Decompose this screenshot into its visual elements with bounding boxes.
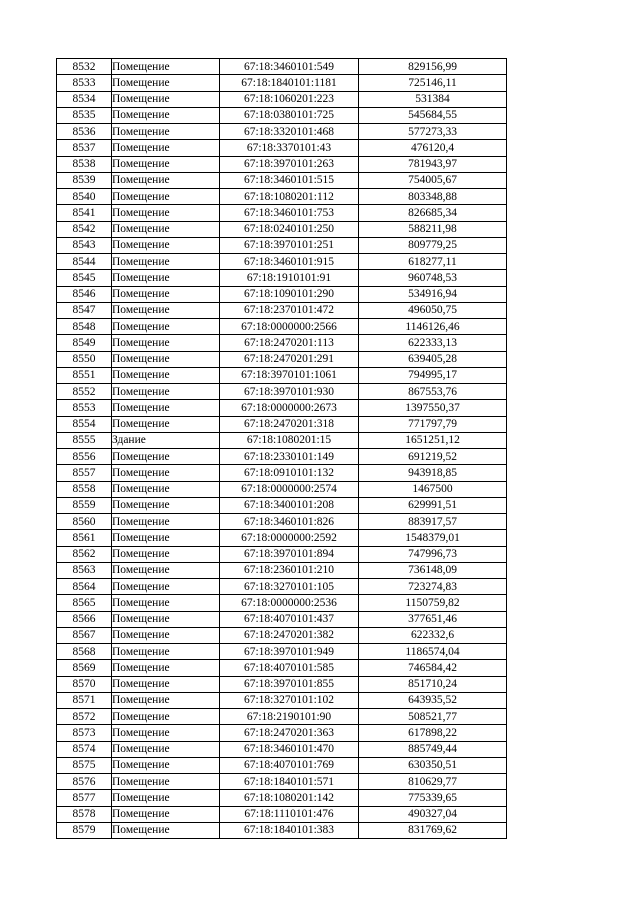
value-cell: 1186574,04 — [359, 644, 507, 660]
value-cell: 851710,24 — [359, 676, 507, 692]
cadastral-number-cell: 67:18:1060201:223 — [220, 91, 359, 107]
object-type-cell: Помещение — [112, 221, 220, 237]
table-row — [57, 254, 507, 270]
object-type-cell: Помещение — [112, 481, 220, 497]
row-number-cell: 8541 — [57, 205, 112, 221]
table-row — [57, 497, 507, 513]
value-cell: 746584,42 — [359, 660, 507, 676]
table-row — [57, 172, 507, 188]
row-number-cell: 8556 — [57, 449, 112, 465]
object-type-cell: Помещение — [112, 59, 220, 75]
cadastral-number-cell: 67:18:1840101:571 — [220, 774, 359, 790]
row-number-cell: 8535 — [57, 107, 112, 123]
value-cell: 883917,57 — [359, 514, 507, 530]
object-type-cell: Помещение — [112, 124, 220, 140]
row-number-cell: 8561 — [57, 530, 112, 546]
value-cell: 771797,79 — [359, 416, 507, 432]
value-cell: 629991,51 — [359, 497, 507, 513]
table-row — [57, 237, 507, 253]
table-row — [57, 124, 507, 140]
value-cell: 1397550,37 — [359, 400, 507, 416]
table-row — [57, 692, 507, 708]
object-type-cell: Помещение — [112, 806, 220, 822]
object-type-cell: Помещение — [112, 75, 220, 91]
value-cell: 810629,77 — [359, 774, 507, 790]
table-row — [57, 465, 507, 481]
object-type-cell: Помещение — [112, 319, 220, 335]
cadastral-number-cell: 67:18:3460101:470 — [220, 741, 359, 757]
object-type-cell: Помещение — [112, 367, 220, 383]
object-type-cell: Помещение — [112, 562, 220, 578]
object-type-cell: Помещение — [112, 530, 220, 546]
table-row — [57, 384, 507, 400]
object-type-cell: Здание — [112, 432, 220, 448]
value-cell: 617898,22 — [359, 725, 507, 741]
value-cell: 476120,4 — [359, 140, 507, 156]
table-row — [57, 725, 507, 741]
cadastral-number-cell: 67:18:0240101:250 — [220, 221, 359, 237]
object-type-cell: Помещение — [112, 140, 220, 156]
cadastral-number-cell: 67:18:0380101:725 — [220, 107, 359, 123]
table-row — [57, 59, 507, 75]
value-cell: 1548379,01 — [359, 530, 507, 546]
object-type-cell: Помещение — [112, 205, 220, 221]
cadastral-number-cell: 67:18:0000000:2536 — [220, 595, 359, 611]
object-type-cell: Помещение — [112, 384, 220, 400]
table-row — [57, 481, 507, 497]
object-type-cell: Помещение — [112, 660, 220, 676]
table-row — [57, 75, 507, 91]
row-number-cell: 8555 — [57, 432, 112, 448]
row-number-cell: 8558 — [57, 481, 112, 497]
table-body — [57, 59, 507, 839]
object-type-cell: Помещение — [112, 465, 220, 481]
object-type-cell: Помещение — [112, 335, 220, 351]
cadastral-number-cell: 67:18:3400101:208 — [220, 497, 359, 513]
table-row — [57, 319, 507, 335]
value-cell: 781943,97 — [359, 156, 507, 172]
object-type-cell: Помещение — [112, 497, 220, 513]
row-number-cell: 8552 — [57, 384, 112, 400]
table-row — [57, 660, 507, 676]
table-row — [57, 449, 507, 465]
table-row — [57, 806, 507, 822]
value-cell: 809779,25 — [359, 237, 507, 253]
object-type-cell: Помещение — [112, 416, 220, 432]
object-type-cell: Помещение — [112, 270, 220, 286]
value-cell: 885749,44 — [359, 741, 507, 757]
cadastral-number-cell: 67:18:0000000:2574 — [220, 481, 359, 497]
table-row — [57, 221, 507, 237]
table-row — [57, 91, 507, 107]
cadastral-number-cell: 67:18:3460101:515 — [220, 172, 359, 188]
value-cell: 545684,55 — [359, 107, 507, 123]
row-number-cell: 8573 — [57, 725, 112, 741]
row-number-cell: 8534 — [57, 91, 112, 107]
cadastral-number-cell: 67:18:3460101:915 — [220, 254, 359, 270]
value-cell: 588211,98 — [359, 221, 507, 237]
row-number-cell: 8548 — [57, 319, 112, 335]
table-row — [57, 579, 507, 595]
table-row — [57, 546, 507, 562]
table-row — [57, 595, 507, 611]
value-cell: 490327,04 — [359, 806, 507, 822]
cadastral-number-cell: 67:18:1840101:1181 — [220, 75, 359, 91]
row-number-cell: 8562 — [57, 546, 112, 562]
row-number-cell: 8538 — [57, 156, 112, 172]
cadastral-number-cell: 67:18:2470201:113 — [220, 335, 359, 351]
table-row — [57, 644, 507, 660]
value-cell: 747996,73 — [359, 546, 507, 562]
table-row — [57, 611, 507, 627]
cadastral-number-cell: 67:18:1110101:476 — [220, 806, 359, 822]
value-cell: 643935,52 — [359, 692, 507, 708]
table-row — [57, 140, 507, 156]
value-cell: 639405,28 — [359, 351, 507, 367]
table-row — [57, 286, 507, 302]
row-number-cell: 8532 — [57, 59, 112, 75]
object-type-cell: Помещение — [112, 91, 220, 107]
object-type-cell: Помещение — [112, 741, 220, 757]
table-row — [57, 757, 507, 773]
row-number-cell: 8568 — [57, 644, 112, 660]
row-number-cell: 8559 — [57, 497, 112, 513]
cadastral-number-cell: 67:18:0000000:2673 — [220, 400, 359, 416]
table-row — [57, 189, 507, 205]
value-cell: 1467500 — [359, 481, 507, 497]
cadastral-number-cell: 67:18:1090101:290 — [220, 286, 359, 302]
object-type-cell: Помещение — [112, 237, 220, 253]
table-row — [57, 432, 507, 448]
table-row — [57, 627, 507, 643]
object-type-cell: Помещение — [112, 725, 220, 741]
value-cell: 496050,75 — [359, 302, 507, 318]
cadastral-number-cell: 67:18:2470201:363 — [220, 725, 359, 741]
object-type-cell: Помещение — [112, 627, 220, 643]
table-row — [57, 562, 507, 578]
object-type-cell: Помещение — [112, 644, 220, 660]
value-cell: 725146,11 — [359, 75, 507, 91]
cadastral-number-cell: 67:18:2190101:90 — [220, 709, 359, 725]
value-cell: 826685,34 — [359, 205, 507, 221]
table-row — [57, 709, 507, 725]
table-row — [57, 302, 507, 318]
row-number-cell: 8540 — [57, 189, 112, 205]
cadastral-number-cell: 67:18:0000000:2592 — [220, 530, 359, 546]
table-row — [57, 741, 507, 757]
object-type-cell: Помещение — [112, 514, 220, 530]
row-number-cell: 8550 — [57, 351, 112, 367]
value-cell: 794995,17 — [359, 367, 507, 383]
cadastral-number-cell: 67:18:3970101:1061 — [220, 367, 359, 383]
value-cell: 1651251,12 — [359, 432, 507, 448]
row-number-cell: 8577 — [57, 790, 112, 806]
row-number-cell: 8563 — [57, 562, 112, 578]
object-type-cell: Помещение — [112, 400, 220, 416]
cadastral-number-cell: 67:18:1910101:91 — [220, 270, 359, 286]
cadastral-number-cell: 67:18:3460101:549 — [220, 59, 359, 75]
row-number-cell: 8578 — [57, 806, 112, 822]
table-row — [57, 107, 507, 123]
row-number-cell: 8533 — [57, 75, 112, 91]
cadastral-number-cell: 67:18:1080201:15 — [220, 432, 359, 448]
object-type-cell: Помещение — [112, 692, 220, 708]
object-type-cell: Помещение — [112, 595, 220, 611]
value-cell: 754005,67 — [359, 172, 507, 188]
cadastral-number-cell: 67:18:3970101:263 — [220, 156, 359, 172]
table-row — [57, 270, 507, 286]
table-row — [57, 156, 507, 172]
cadastral-number-cell: 67:18:3370101:43 — [220, 140, 359, 156]
cadastral-number-cell: 67:18:3320101:468 — [220, 124, 359, 140]
value-cell: 531384 — [359, 91, 507, 107]
row-number-cell: 8546 — [57, 286, 112, 302]
cadastral-number-cell: 67:18:2330101:149 — [220, 449, 359, 465]
row-number-cell: 8574 — [57, 741, 112, 757]
table-row — [57, 205, 507, 221]
object-type-cell: Помещение — [112, 286, 220, 302]
cadastral-number-cell: 67:18:1080201:112 — [220, 189, 359, 205]
cadastral-number-cell: 67:18:2470201:291 — [220, 351, 359, 367]
table-row — [57, 416, 507, 432]
value-cell: 508521,77 — [359, 709, 507, 725]
table-row — [57, 514, 507, 530]
object-type-cell: Помещение — [112, 254, 220, 270]
row-number-cell: 8560 — [57, 514, 112, 530]
value-cell: 831769,62 — [359, 822, 507, 838]
data-table — [56, 58, 507, 839]
cadastral-number-cell: 67:18:2370101:472 — [220, 302, 359, 318]
cadastral-number-cell: 67:18:3270101:102 — [220, 692, 359, 708]
row-number-cell: 8536 — [57, 124, 112, 140]
row-number-cell: 8539 — [57, 172, 112, 188]
row-number-cell: 8571 — [57, 692, 112, 708]
cadastral-number-cell: 67:18:2470201:382 — [220, 627, 359, 643]
row-number-cell: 8557 — [57, 465, 112, 481]
row-number-cell: 8570 — [57, 676, 112, 692]
row-number-cell: 8543 — [57, 237, 112, 253]
value-cell: 377651,46 — [359, 611, 507, 627]
value-cell: 622333,13 — [359, 335, 507, 351]
value-cell: 622332,6 — [359, 627, 507, 643]
row-number-cell: 8554 — [57, 416, 112, 432]
value-cell: 1150759,82 — [359, 595, 507, 611]
value-cell: 775339,65 — [359, 790, 507, 806]
object-type-cell: Помещение — [112, 822, 220, 838]
value-cell: 829156,99 — [359, 59, 507, 75]
table-row — [57, 822, 507, 838]
row-number-cell: 8579 — [57, 822, 112, 838]
row-number-cell: 8576 — [57, 774, 112, 790]
table-row — [57, 367, 507, 383]
cadastral-number-cell: 67:18:4070101:769 — [220, 757, 359, 773]
table-row — [57, 790, 507, 806]
cadastral-number-cell: 67:18:3460101:753 — [220, 205, 359, 221]
cadastral-number-cell: 67:18:0910101:132 — [220, 465, 359, 481]
value-cell: 960748,53 — [359, 270, 507, 286]
row-number-cell: 8545 — [57, 270, 112, 286]
object-type-cell: Помещение — [112, 351, 220, 367]
object-type-cell: Помещение — [112, 449, 220, 465]
value-cell: 691219,52 — [359, 449, 507, 465]
object-type-cell: Помещение — [112, 302, 220, 318]
cadastral-number-cell: 67:18:3970101:894 — [220, 546, 359, 562]
row-number-cell: 8547 — [57, 302, 112, 318]
object-type-cell: Помещение — [112, 757, 220, 773]
cadastral-number-cell: 67:18:2470201:318 — [220, 416, 359, 432]
row-number-cell: 8567 — [57, 627, 112, 643]
table-row — [57, 774, 507, 790]
value-cell: 867553,76 — [359, 384, 507, 400]
row-number-cell: 8565 — [57, 595, 112, 611]
cadastral-number-cell: 67:18:3970101:949 — [220, 644, 359, 660]
value-cell: 723274,83 — [359, 579, 507, 595]
object-type-cell: Помещение — [112, 774, 220, 790]
object-type-cell: Помещение — [112, 579, 220, 595]
cadastral-number-cell: 67:18:0000000:2566 — [220, 319, 359, 335]
object-type-cell: Помещение — [112, 189, 220, 205]
row-number-cell: 8575 — [57, 757, 112, 773]
cadastral-number-cell: 67:18:1080201:142 — [220, 790, 359, 806]
row-number-cell: 8542 — [57, 221, 112, 237]
cadastral-number-cell: 67:18:1840101:383 — [220, 822, 359, 838]
table-row — [57, 676, 507, 692]
value-cell: 803348,88 — [359, 189, 507, 205]
table-row — [57, 351, 507, 367]
object-type-cell: Помещение — [112, 611, 220, 627]
row-number-cell: 8544 — [57, 254, 112, 270]
cadastral-number-cell: 67:18:3970101:930 — [220, 384, 359, 400]
row-number-cell: 8537 — [57, 140, 112, 156]
row-number-cell: 8553 — [57, 400, 112, 416]
cadastral-number-cell: 67:18:3460101:826 — [220, 514, 359, 530]
cadastral-number-cell: 67:18:4070101:585 — [220, 660, 359, 676]
row-number-cell: 8551 — [57, 367, 112, 383]
row-number-cell: 8549 — [57, 335, 112, 351]
object-type-cell: Помещение — [112, 156, 220, 172]
object-type-cell: Помещение — [112, 790, 220, 806]
cadastral-number-cell: 67:18:2360101:210 — [220, 562, 359, 578]
table-row — [57, 530, 507, 546]
value-cell: 618277,11 — [359, 254, 507, 270]
value-cell: 630350,51 — [359, 757, 507, 773]
object-type-cell: Помещение — [112, 709, 220, 725]
cadastral-number-cell: 67:18:3970101:855 — [220, 676, 359, 692]
object-type-cell: Помещение — [112, 676, 220, 692]
row-number-cell: 8566 — [57, 611, 112, 627]
row-number-cell: 8569 — [57, 660, 112, 676]
cadastral-number-cell: 67:18:4070101:437 — [220, 611, 359, 627]
object-type-cell: Помещение — [112, 107, 220, 123]
value-cell: 577273,33 — [359, 124, 507, 140]
row-number-cell: 8564 — [57, 579, 112, 595]
value-cell: 736148,09 — [359, 562, 507, 578]
object-type-cell: Помещение — [112, 546, 220, 562]
cadastral-number-cell: 67:18:3270101:105 — [220, 579, 359, 595]
value-cell: 1146126,46 — [359, 319, 507, 335]
value-cell: 534916,94 — [359, 286, 507, 302]
table-row — [57, 335, 507, 351]
table-row — [57, 400, 507, 416]
value-cell: 943918,85 — [359, 465, 507, 481]
object-type-cell: Помещение — [112, 172, 220, 188]
row-number-cell: 8572 — [57, 709, 112, 725]
cadastral-number-cell: 67:18:3970101:251 — [220, 237, 359, 253]
